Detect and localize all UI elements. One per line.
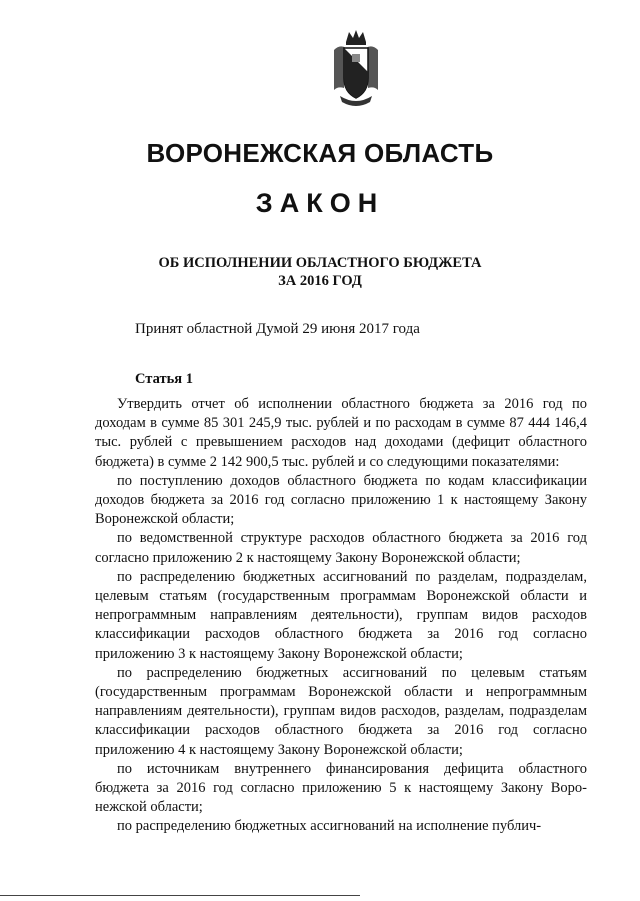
article-paragraph: по поступлению доходов областного бюджета по кодам классификации доходов бюджета за 2016 год согласно приложению 1 к настоящему Закону Воронежской области; (95, 472, 587, 528)
law-subject (0, 254, 640, 290)
article-paragraph: Утвердить отчет об исполнении областного бюджета за 2016 год по доходам в сумме 85 301 245,9 тыс. рублей и по расходам в сумме 87 444 146,4 тыс. рублей с превышением расходов над доходами (дефицит областного бюджета) в сумме 2 142 900,5 тыс. рублей и со следующими показателями: (95, 396, 587, 470)
article-paragraph: по ведомственной структуре расходов областного бюджета за 2016 год согласно приложению 2 к настоящему Закону Воронежской области; (95, 530, 587, 566)
voronezh-coat-of-arms-icon (330, 28, 382, 108)
law-title: ЗАКОН (255, 188, 385, 218)
law-subject-line-2: ЗА 2016 ГОД (278, 273, 362, 289)
article-paragraph: по распределению бюджетных ассигнований по разделам, подразделам, целевым статьям (государственным программам Воронежской области и непрограммным направлениям деятельности), группам видов расходов классификации расходов областного бюджета за 2016 год согласно приложению 3 к настоящему Закону Воронежской области; (95, 568, 587, 662)
law-subject-line-1: ОБ ИСПОЛНЕНИИ ОБЛАСТНОГО БЮДЖЕТА (158, 255, 482, 271)
article-paragraph: по источникам внутреннего финансирования дефицита областного бюджета за 2016 год согласно приложению 5 к настоящему Закону Воронежской области; (95, 760, 587, 816)
adopted-date-text: Принят областной Думой 29 июня 2017 года (135, 321, 420, 337)
page-bottom-rule (0, 895, 360, 896)
article-paragraph: по распределению бюджетных ассигнований по целевым статьям (государственным программам Воронежской области и непрограммным направлениям деятельности), группам видов расходов, разделам, подразделам классификации расходов областного бюджета за 2016 год согласно приложению 4 к настоящему Закону Воронежской области; (95, 664, 587, 758)
article-paragraph: по распределению бюджетных ассигнований на исполнение публич- (117, 818, 542, 835)
article-title: Статья 1 (135, 371, 193, 387)
article-body (95, 395, 587, 837)
region-title: ВОРОНЕЖСКАЯ ОБЛАСТЬ (146, 138, 494, 168)
